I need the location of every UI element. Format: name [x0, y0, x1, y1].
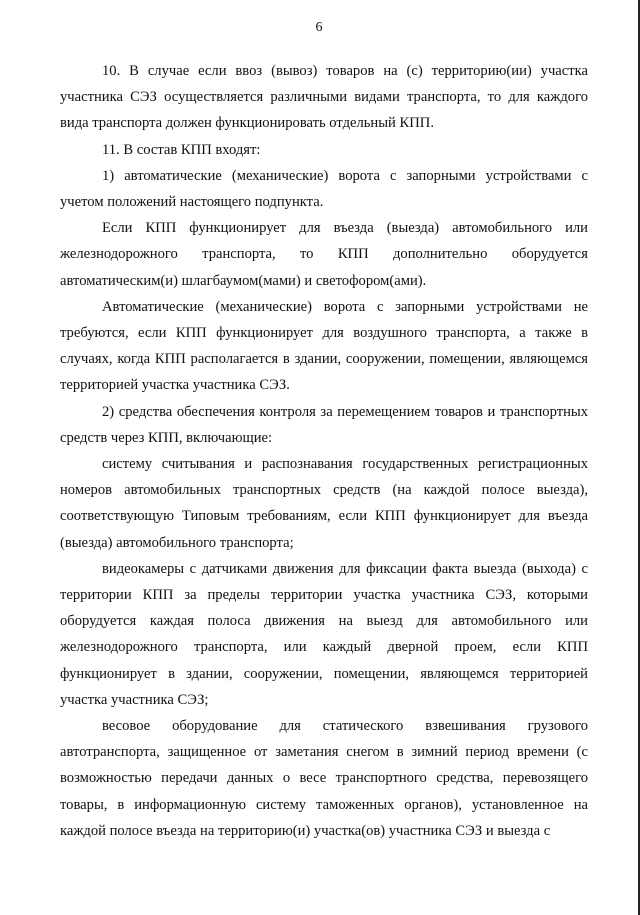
- paragraph-item-11: 11. В состав КПП входят:: [102, 141, 261, 158]
- paragraph-control-means: 2) средства обеспечения контроля за перемещением товаров и транспортных средств через КПП, включающие:: [60, 403, 588, 446]
- page-number: 6: [315, 20, 323, 35]
- paragraph-plate-recognition: систему считывания и распознавания государственных регистрационных номеров автомобильных транспортных средств (на каждой полосе выезда), соответствующую Типовым требованиям, если КПП функционирует для въезда (выезда) автомобильного транспорта;: [60, 456, 588, 551]
- document-body: [60, 58, 588, 844]
- paragraph-video-cameras: видеокамеры с датчиками движения для фиксации факта выезда (выхода) с территории КПП за пределы территории участка участника СЭЗ, которыми оборудуется каждая полоса движения на выезд для автомобильного или железнодорожного транспорта, или каждый дверной проем, если КПП функционирует в здании, сооружении, помещении, являющемся территорией участка участника СЭЗ;: [60, 560, 588, 708]
- paragraph-gates: 1) автоматические (механические) ворота с запорными устройствами с учетом положений настоящего подпункта.: [60, 167, 588, 211]
- paragraph-gates-not-required: Автоматические (механические) ворота с запорными устройствами не требуются, если КПП функционирует для воздушного транспорта, а также в случаях, когда КПП располагается в здании, сооружении, помещении, являющемся территорией участка участника СЭЗ.: [60, 298, 588, 394]
- paragraph-item-10: 10. В случае если ввоз (вывоз) товаров на (с) территорию(ии) участка участника СЭЗ осуществляется различными видами транспорта, то для каждого вида транспорта должен функционировать отдельный КПП.: [60, 63, 588, 132]
- paragraph-weighing-equipment: весовое оборудование для статического взвешивания грузового автотранспорта, защищенное от заметания снегом в зимний период времени (с возможностью передачи данных о весе транспортного средства, перевозящего товары, в информационную систему таможенных органов), установленное на каждой полосе въезда на территорию(и) участка(ов) участника СЭЗ и выезда с: [60, 718, 588, 839]
- paragraph-barriers: Если КПП функционирует для въезда (выезда) автомобильного или железнодорожного транспорта, то КПП дополнительно оборудуется автоматическим(и) шлагбаумом(мами) и светофором(ами).: [60, 220, 588, 289]
